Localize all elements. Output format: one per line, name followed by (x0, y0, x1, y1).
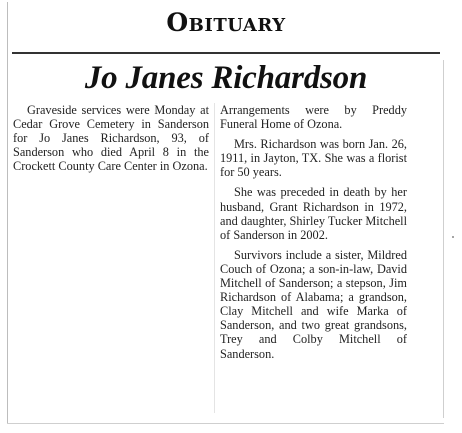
survivors-paragraph: Survivors include a sister, Mildred Couch of Ozona; a son-in-law, David Mitchell of Sanderson; a stepson, Jim Richardson of Alabama; a grandson, Clay Mitchell and wife Marka of Sanderson, and two great grandsons, Trey and Colby Mitchell of Sanderson. (220, 247, 407, 361)
header-rule (12, 52, 440, 54)
deceased-name: Jo Janes Richardson (84, 60, 368, 96)
section-header: Obituary (166, 8, 286, 37)
right-column (220, 103, 407, 367)
services-paragraph: Graveside services were Monday at Cedar Grove Cemetery in Sanderson for Jo Janes Richardson, 93, of Sanderson who died April 8 in the Crockett County Care Center in Ozona. (13, 103, 209, 174)
paper-speck (452, 236, 454, 238)
clipping-left-edge (7, 2, 8, 424)
clipping-right-edge (443, 60, 444, 418)
column-divider (214, 103, 215, 413)
birth-paragraph: Mrs. Richardson was born Jan. 26, 1911, in Jayton, TX. She was a florist for 50 years. (220, 137, 407, 180)
clipping-bottom-edge (7, 423, 444, 424)
arrangements-paragraph: Arrangements were by Preddy Funeral Home of Ozona. (220, 103, 407, 132)
left-column (13, 103, 209, 179)
preceded-paragraph: She was preceded in death by her husband, Grant Richardson in 1972, and daughter, Shirley Tucker Mitchell of Sanderson in 2002. (220, 185, 408, 242)
